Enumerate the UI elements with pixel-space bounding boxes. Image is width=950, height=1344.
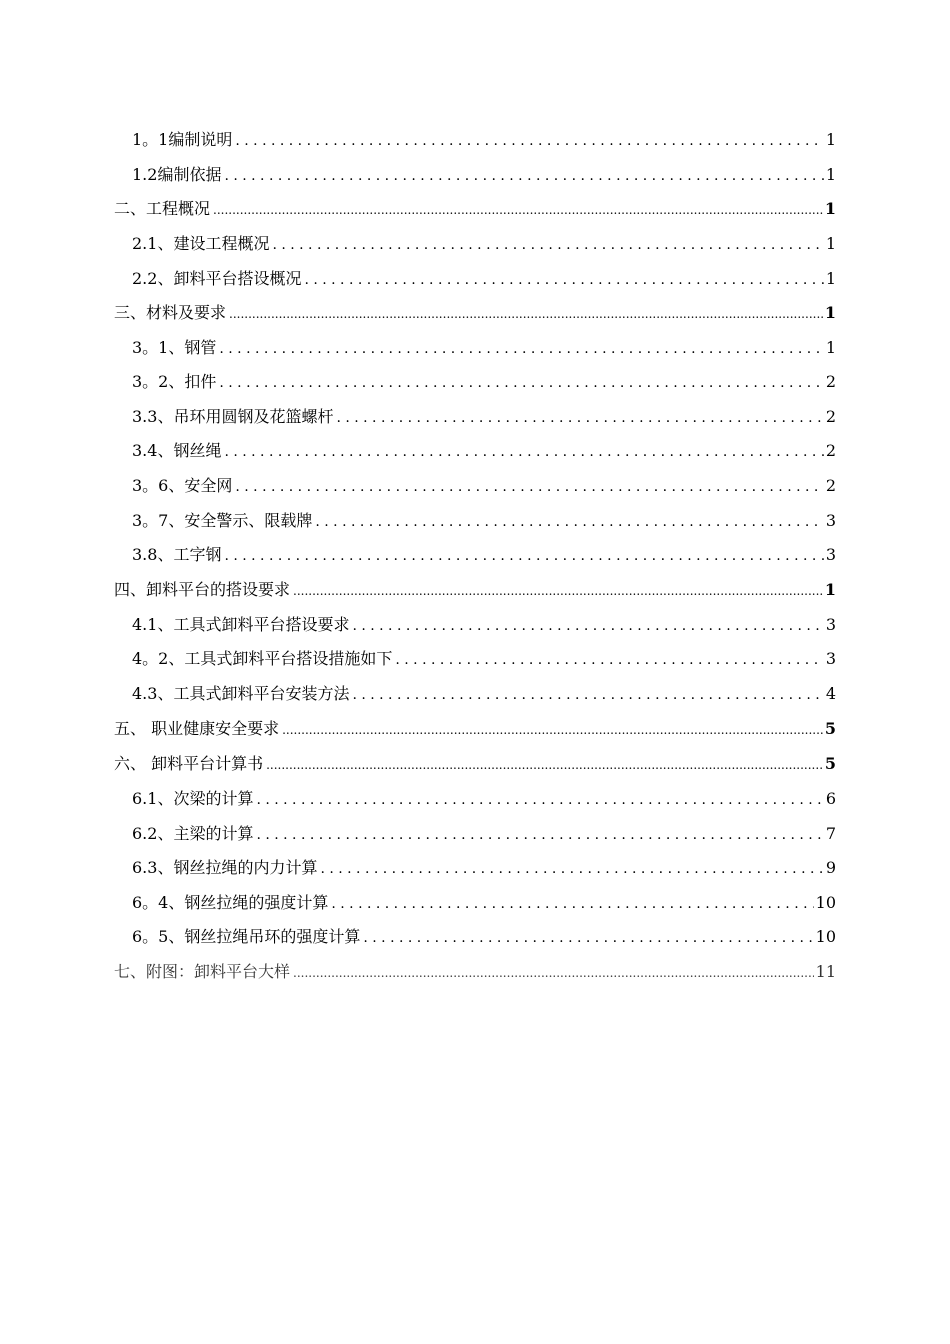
toc-entry[interactable] [132,332,836,358]
toc-entry[interactable] [132,783,836,809]
toc-entry-label: 六、 卸料平台计算书 [114,754,264,773]
toc-entry-label: 3.8、工字钢 [132,545,222,564]
toc-entry-label: 三、材料及要求 [114,303,227,322]
dot-leader [336,407,823,427]
toc-entry-page: 2 [825,476,836,495]
toc-entry-label: 四、卸料平台的搭设要求 [114,580,291,599]
toc-entry-page: 3 [825,511,836,530]
toc-entry-page: 2 [825,372,836,391]
toc-entry[interactable] [132,609,836,635]
dot-leader [266,754,823,774]
dot-leader [320,858,823,878]
toc-entry-page: 2 [825,407,836,426]
toc-entry-page: 1 [825,234,836,253]
toc-entry-label: 3。7、安全警示、限载牌 [132,511,313,530]
dot-leader [363,927,813,947]
dot-leader [256,824,823,844]
dot-leader [282,719,823,739]
toc-entry-label: 五、 职业健康安全要求 [114,719,280,738]
toc-entry[interactable] [114,193,836,219]
toc-entry-label: 6.3、钢丝拉绳的内力计算 [132,858,318,877]
dot-leader [395,649,823,669]
toc-entry[interactable] [114,574,836,600]
toc-entry-page: 10 [815,927,836,946]
toc-entry-page: 3 [825,615,836,634]
dot-leader [235,130,823,150]
dot-leader [304,269,823,289]
dot-leader [352,615,823,635]
toc-entry-label: 4.3、工具式卸料平台安装方法 [132,684,350,703]
toc-entry-label: 2.1、建设工程概况 [132,234,270,253]
toc-entry[interactable] [132,470,836,496]
toc-entry[interactable] [132,366,836,392]
toc-entry-page: 10 [815,893,836,912]
toc-entry-label: 3.3、吊环用圆钢及花篮螺杆 [132,407,334,426]
toc-entry-page: 7 [825,824,836,843]
toc-entry[interactable] [132,921,836,947]
toc-entry[interactable] [114,748,836,774]
toc-entry[interactable] [132,887,836,913]
toc-entry[interactable] [132,505,836,531]
toc-entry-label: 6。4、钢丝拉绳的强度计算 [132,893,329,912]
dot-leader [235,476,823,496]
toc-entry[interactable] [132,159,836,185]
toc-entry-page: 1 [825,269,836,288]
toc-entry-label: 6.2、主梁的计算 [132,824,254,843]
toc-entry-page: 1 [824,303,836,322]
toc-entry-page: 1 [825,130,836,149]
toc-entry-label: 6.1、次梁的计算 [132,789,254,808]
toc-entry[interactable] [132,435,836,461]
toc-entry-page: 1 [824,580,836,599]
dot-leader [352,684,823,704]
toc-entry-page: 1 [824,199,836,218]
toc-entry-label: 4。2、工具式卸料平台搭设措施如下 [132,649,393,668]
toc-entry-page: 9 [825,858,836,877]
toc-entry-label: 二、工程概况 [114,199,211,218]
toc-entry-label: 3.4、钢丝绳 [132,441,222,460]
toc-entry-page: 3 [825,649,836,668]
toc-entry-page: 5 [824,754,836,773]
toc-entry[interactable] [132,539,836,565]
dot-leader [272,234,823,254]
toc-entry[interactable] [114,956,836,982]
toc-entry-page: 1 [825,165,836,184]
dot-leader [224,165,823,185]
toc-entry-page: 11 [815,962,836,981]
toc-entry-page: 1 [825,338,836,357]
dot-leader [224,545,823,565]
toc-entry-page: 6 [825,789,836,808]
toc-entry-label: 1.2编制依据 [132,165,222,184]
toc-entry-label: 3。2、扣件 [132,372,217,391]
toc-entry[interactable] [132,228,836,254]
toc-entry-page: 4 [825,684,836,703]
toc-entry[interactable] [132,643,836,669]
dot-leader [219,338,823,358]
toc-entry-label: 4.1、工具式卸料平台搭设要求 [132,615,350,634]
dot-leader [224,441,823,461]
toc-entry[interactable] [132,678,836,704]
dot-leader [256,789,823,809]
toc-entry-label: 3。6、安全网 [132,476,233,495]
dot-leader [293,580,823,600]
dot-leader [293,962,814,982]
dot-leader [229,303,823,323]
toc-entry-label: 1。1编制说明 [132,130,233,149]
toc-entry-page: 2 [825,441,836,460]
toc-entry[interactable] [132,852,836,878]
toc-entry-label: 七、附图：卸料平台大样 [114,962,291,981]
dot-leader [213,199,823,219]
toc-entry[interactable] [114,297,836,323]
dot-leader [219,372,823,392]
toc-entry[interactable] [132,401,836,427]
toc-entry[interactable] [132,124,836,150]
toc-entry-page: 3 [825,545,836,564]
toc-entry-page: 5 [824,719,836,738]
toc-entry-label: 2.2、卸料平台搭设概况 [132,269,302,288]
toc-entry[interactable] [132,263,836,289]
toc-entry-label: 3。1、钢管 [132,338,217,357]
toc-entry[interactable] [114,713,836,739]
dot-leader [315,511,823,531]
toc-entry[interactable] [132,818,836,844]
toc-entry-label: 6。5、钢丝拉绳吊环的强度计算 [132,927,361,946]
dot-leader [331,893,813,913]
